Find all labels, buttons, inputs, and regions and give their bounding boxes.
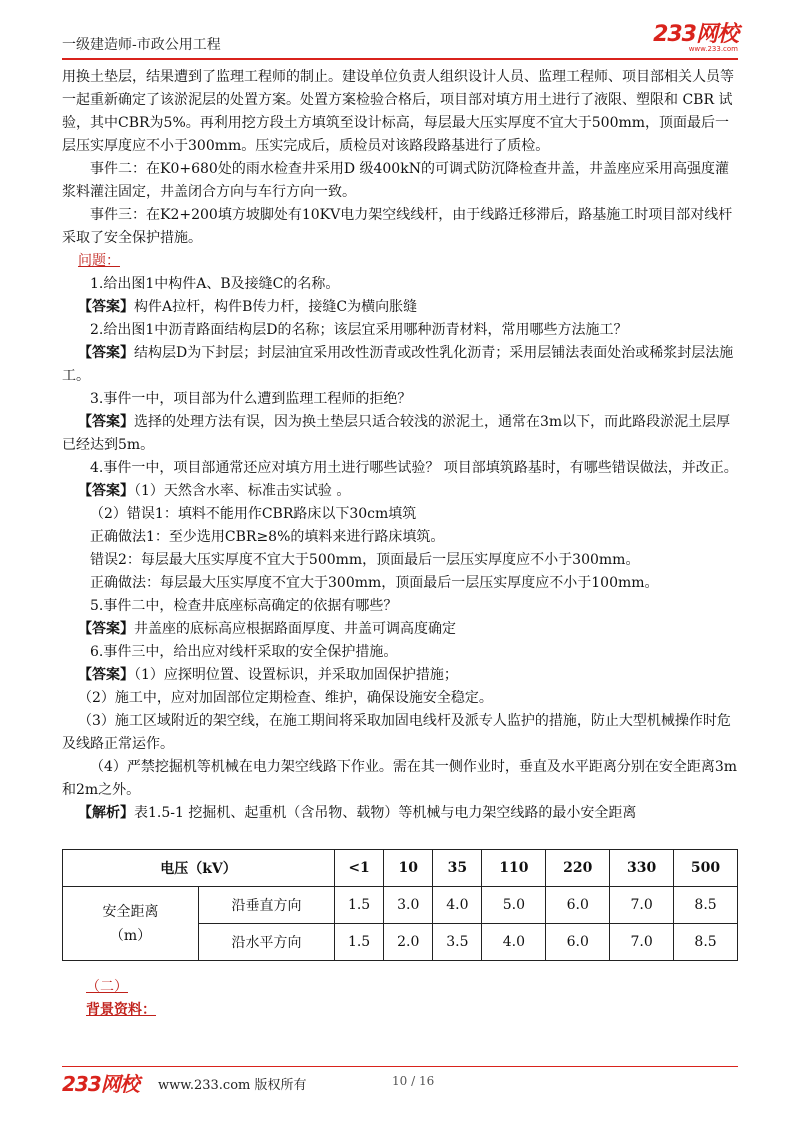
footer-logo[interactable]: 233网校 [62, 1072, 139, 1096]
distance-header: 安全距离 （m） [63, 887, 199, 961]
voltage-cell: 10 [384, 850, 433, 887]
answer: 【答案】结构层D为下封层；封层油宜采用改性沥青或改性乳化沥青；采用层铺法表面处治或稀浆封层法施工。 [62, 345, 734, 384]
paragraph: 事件二：在K0+680处的雨水检查井采用D 级400kN的可调式防沉降检查井盖，井盖座应采用高强度灌浆料灌注固定，井盖闭合方向与车行方向一致。 [62, 161, 729, 200]
question: 3.事件一中，项目部为什么遭到监理工程师的拒绝？ [90, 391, 412, 407]
paragraph: 事件三：在K2+200填方坡脚处有10KV电力架空线线杆，由于线路迁移滞后，路基施工时项目部对线杆采取了安全保护措施。 [62, 207, 733, 246]
logo-mark: 233网校 [653, 22, 738, 47]
answer: 【答案】构件A拉杆，构件B传力杆，接缝C为横向胀缝 [78, 299, 418, 315]
brand-logo[interactable] [653, 24, 738, 53]
table-cell: 6.0 [546, 924, 610, 961]
voltage-header: 电压（kV） [63, 850, 335, 887]
answer: 【答案】（1）天然含水率、标准击实试验 。 [78, 483, 351, 499]
question: 1.给出图1中构件A、B及接缝C的名称。 [90, 276, 340, 292]
safety-distance-table [62, 849, 738, 961]
voltage-cell: 220 [546, 850, 610, 887]
next-section [86, 976, 156, 1022]
table-cell: 6.0 [546, 887, 610, 924]
table-row [63, 850, 738, 887]
background-heading: 背景资料： [86, 1002, 156, 1018]
table-cell: 2.0 [384, 924, 433, 961]
voltage-cell: 330 [610, 850, 674, 887]
table-cell: 5.0 [482, 887, 546, 924]
page-header [62, 22, 738, 56]
table-cell: 4.0 [433, 887, 482, 924]
header-divider [62, 58, 738, 60]
table-cell: 7.0 [610, 887, 674, 924]
footer-divider [62, 1066, 738, 1067]
footer-copyright: www.233.com 版权所有 [158, 1078, 307, 1093]
table-cell: 8.5 [674, 887, 738, 924]
voltage-cell: <1 [335, 850, 384, 887]
table-cell: 3.0 [384, 887, 433, 924]
section-number: （二） [86, 979, 128, 995]
voltage-cell: 110 [482, 850, 546, 887]
question: 5.事件二中，检查井底座标高确定的依据有哪些？ [90, 598, 398, 614]
table-cell: 4.0 [482, 924, 546, 961]
table-cell: 3.5 [433, 924, 482, 961]
questions-heading: 问题： [78, 253, 120, 269]
page-footer [62, 1072, 738, 1094]
answer-line: （3）施工区域附近的架空线，在施工期间将采取加固电线杆及派专人监护的措施，防止大型机械操作时危及线路正常运作。 [62, 713, 731, 752]
table-row [63, 887, 738, 924]
table-cell: 8.5 [674, 924, 738, 961]
answer-line: 正确做法1：至少选用CBR≥8%的填料来进行路床填筑。 [90, 529, 445, 545]
answer-line: 正确做法：每层最大压实厚度不宜大于300mm，顶面最后一层压实厚度应不小于100mm。 [90, 575, 659, 591]
header-title: 一级建造师-市政公用工程 [62, 37, 221, 53]
answer: 【答案】（1）应探明位置、设置标识，并采取加固保护措施； [78, 667, 458, 683]
document-body [62, 66, 738, 825]
answer-line: （2）施工中，应对加固部位定期检查、维护，确保设施安全稳定。 [78, 690, 493, 706]
page-number: 10 / 16 [392, 1074, 435, 1088]
analysis: 【解析】表1.5-1 挖掘机、起重机（含吊物、载物）等机械与电力架空线路的最小安全距离 [78, 805, 637, 821]
vertical-label: 沿垂直方向 [199, 887, 335, 924]
table-cell: 7.0 [610, 924, 674, 961]
answer-line: （4）严禁挖掘机等机械在电力架空线路下作业。需在其一侧作业时，垂直及水平距离分别在安全距离3m和2m之外。 [62, 759, 738, 798]
voltage-cell: 35 [433, 850, 482, 887]
table-cell: 1.5 [335, 887, 384, 924]
question: 6.事件三中，给出应对线杆采取的安全保护措施。 [90, 644, 398, 660]
question: 4.事件一中，项目部通常还应对填方用土进行哪些试验？ 项目部填筑路基时，有哪些错误做法，并改正。 [90, 460, 738, 476]
voltage-cell: 500 [674, 850, 738, 887]
table-cell: 1.5 [335, 924, 384, 961]
answer: 【答案】选择的处理方法有误，因为换土垫层只适合较浅的淤泥土，通常在3m以下，而此路段淤泥土层厚已经达到5m。 [62, 414, 731, 453]
horizontal-label: 沿水平方向 [199, 924, 335, 961]
answer-line: 错误2：每层最大压实厚度不宜大于500mm，顶面最后一层压实厚度应不小于300mm。 [90, 552, 640, 568]
paragraph: 用换土垫层，结果遭到了监理工程师的制止。建设单位负责人组织设计人员、监理工程师、项目部相关人员等一起重新确定了该淤泥层的处置方案。处置方案检验合格后，项目部对填方用土进行了液限、塑限和 CBR 试验，其中CBR为5%。再利用挖方段土方填筑至设计标高，每层最大压实厚度不宜大于500mm，顶面最后一层压实厚度应不小于300mm。压实完成后，质检员对该路段路基进行了质检。 [62, 69, 734, 154]
answer-line: （2）错误1：填料不能用作CBR路床以下30cm填筑 [90, 506, 417, 522]
question: 2.给出图1中沥青路面结构层D的名称；该层宜采用哪种沥青材料，常用哪些方法施工？ [90, 322, 628, 338]
logo-url: www.233.com [688, 45, 738, 53]
answer: 【答案】井盖座的底标高应根据路面厚度、井盖可调高度确定 [78, 621, 456, 637]
